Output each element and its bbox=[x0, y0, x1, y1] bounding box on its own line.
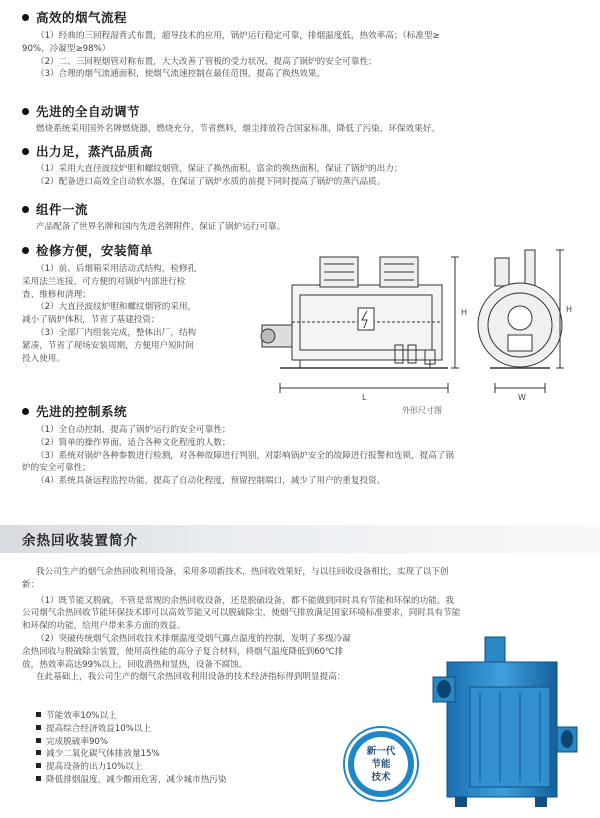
section-heading-efficient-flue: 高效的烟气流程 bbox=[22, 8, 127, 26]
banner-title: 余热回收装置简介 bbox=[22, 533, 138, 549]
benefit-list bbox=[36, 710, 226, 787]
list-item: 减少二氧化碳气体排放量15% bbox=[36, 748, 226, 761]
section-text: （1）经典的三回程湿背式布置，超导技术的应用，锅炉运行稳定可靠，排烟温度低，热效率高；（标准型≥ 90%，冷凝型≥98%） （2）二、三回程烟管对称布置，大大改善了管板的受力状况，提高了锅炉的安全可靠性； （3）合理的烟气流通面积，使烟气流速控制在最佳范围，提高了换热效果。 bbox=[22, 31, 440, 80]
square-bullet-icon bbox=[36, 712, 41, 717]
bullet-dot-icon bbox=[22, 247, 29, 254]
boiler-dimension-drawing bbox=[240, 240, 580, 405]
list-item: 提高设备的出力10%以上 bbox=[36, 761, 226, 774]
dimension-label-H-front: H bbox=[566, 305, 573, 314]
list-item: 提高综合经济效益10%以上 bbox=[36, 723, 226, 736]
figure-caption: 外形尺寸图 bbox=[402, 406, 442, 415]
bullet-dot-icon bbox=[22, 206, 29, 213]
bullet-dot-icon bbox=[22, 148, 29, 155]
dimension-label-H: H bbox=[461, 308, 468, 317]
section-heading-maintenance: 检修方便，安装简单 bbox=[22, 241, 153, 259]
square-bullet-icon bbox=[36, 738, 41, 743]
dimension-label-W: W bbox=[518, 393, 526, 402]
square-bullet-icon bbox=[36, 776, 41, 781]
section-text: （1）前、后烟箱采用活动式结构，检修孔 采用法兰连接，可方便的对锅炉内部进行检 查、维修和清理； （2）大直径波纹炉胆和螺纹烟管的采用， 减小了锅炉体积，节省了基建投资； （3）全部厂内组装完成，整体出厂，结构 紧凑，节省了现场安装周期，方便用户短时间 投入使用。 bbox=[22, 264, 197, 364]
section-text: 燃烧系统采用国外名牌燃烧器，燃烧充分，节省燃料，烟尘排放符合国家标准，降低了污染，环保效果好。 bbox=[36, 124, 440, 134]
list-item: 完成脱硫率90% bbox=[36, 736, 226, 749]
list-item: 节能效率10%以上 bbox=[36, 710, 226, 723]
bullet-dot-icon bbox=[22, 408, 29, 415]
heat-recovery-device-illustration bbox=[425, 632, 585, 812]
section-heading-auto-adjust: 先进的全自动调节 bbox=[22, 102, 140, 120]
section-text: （1）全自动控制，提高了锅炉运行的安全可靠性； （2）简单的操作界面，适合各种文化程度的人数； （3）系统对锅炉各种参数进行检测，对各种故障进行判别，对影响锅炉安全的故障进行报警和连锁，提高了锅 炉的安全可靠性； （4）系统具备远程监控功能，提高了自动化程度，预留控制端口，减少了用户的重复投资。 bbox=[22, 425, 454, 487]
list-item: 降低排烟温度，减少酸雨危害，减少城市热污染 bbox=[36, 774, 226, 787]
bullet-dot-icon bbox=[22, 14, 29, 21]
section-banner bbox=[0, 525, 600, 553]
bullet-dot-icon bbox=[22, 108, 29, 115]
section-heading-output: 出力足，蒸汽品质高 bbox=[22, 142, 153, 160]
section-text: （1）采用大直径波纹炉胆和螺纹烟管，保证了换热面积，富余的换热面积，保证了锅炉的出力； （2）配备进口高效全自动软水器，在保证了锅炉水质的前提下同时提高了锅炉的蒸汽品质。 bbox=[36, 164, 403, 187]
square-bullet-icon bbox=[36, 750, 41, 755]
square-bullet-icon bbox=[36, 725, 41, 730]
square-bullet-icon bbox=[36, 763, 41, 768]
new-generation-badge bbox=[345, 728, 417, 800]
section-heading-components: 组件一流 bbox=[22, 200, 88, 218]
section-text: 产品配备了世界名牌和国内先进名牌附件，保证了锅炉运行可靠。 bbox=[36, 222, 286, 232]
dimension-label-L: L bbox=[362, 393, 367, 402]
badge-inner: 新一代 节能 技术 bbox=[354, 737, 408, 791]
heat-recovery-text: 我公司生产的烟气余热回收利用设备，采用多项新技术，热回收效果好，与以往回收设备相比，实现了以下创 新： （1）既节能又脱硫。不管是常规的余热回收设备，还是脱硫设备，都不能做到同时具有节能和环保的功能。我 公司烟气余热回收节能环保技术即可以高效节能又可以脱硫除尘，使烟气排放满足国家环境标准要求，同时具有节能 和环保的功能，给用户带来多方面的效益。 （2）突破传统烟气余热回收技术排烟温度受烟气露点温度的控制，发明了多级冷凝 余热回收与脱硫除尘装置，使用高性能的高分子复合材料，将烟气温度降低到60℃排 放，热效率高达99%以上，回收潜热和显热，设备不腐蚀。 在此基础上，我公司生产的烟气余热回收利用设备的技术经济指标得到明显提高： bbox=[22, 567, 461, 683]
section-heading-control-system: 先进的控制系统 bbox=[22, 402, 127, 420]
